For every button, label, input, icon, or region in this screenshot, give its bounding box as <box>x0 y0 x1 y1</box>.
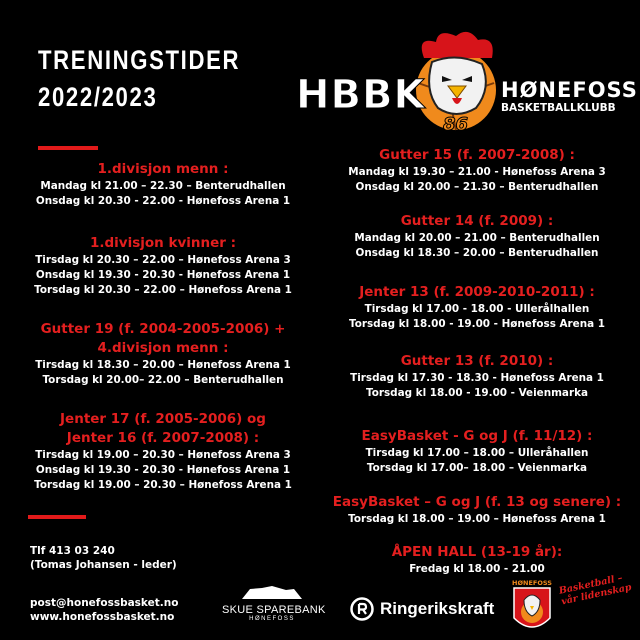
block-heading: EasyBasket - G og J (f. 11/12) : <box>361 428 593 444</box>
schedule-block <box>14 410 312 493</box>
schedule-block <box>318 283 636 332</box>
schedule-line: Torsdag kl 17.00– 18.00 – Veienmarka <box>366 462 588 474</box>
schedule-line: Mandag kl 20.00 – 21.00 – Benterudhallen <box>354 232 600 244</box>
schedule-line: Tirsdag kl 17.00 – 18.00 – Ulleråhallen <box>365 447 589 459</box>
schedule-line: Mandag kl 21.00 – 22.30 – Benterudhallen <box>40 180 286 192</box>
title-line-1: TRENINGSTIDER <box>38 45 241 75</box>
block-heading: 1.divisjon menn : <box>97 161 229 177</box>
sponsor-ringerikskraft <box>350 597 494 621</box>
title-line-2: 2022/2023 <box>38 82 158 112</box>
contact-person: (Tomas Johansen - leder) <box>30 559 177 571</box>
logo-abbr: HBBK <box>296 72 426 118</box>
schedule-line: Tirsdag kl 18.30 – 20.00 – Hønefoss Arena 1 <box>35 359 291 371</box>
skue-city: HØNEFOSS <box>249 616 295 622</box>
contact-email: post@honefossbasket.no <box>30 597 179 609</box>
block-heading: 1.divisjon kvinner : <box>89 235 237 251</box>
schedule-line: Onsdag kl 20.30 - 22.00 - Hønefoss Arena 1 <box>35 195 291 207</box>
schedule-line: Onsdag kl 19.30 - 20.30 - Hønefoss Arena 1 <box>35 269 291 281</box>
schedule-line: Tirsdag kl 20.30 – 22.00 – Hønefoss Arena 3 <box>35 254 291 266</box>
schedule-line: Tirsdag kl 17.30 - 18.30 - Hønefoss Arena 1 <box>350 372 604 384</box>
schedule-block <box>14 160 312 209</box>
block-heading: 4.divisjon menn : <box>97 340 229 356</box>
block-heading: Gutter 19 (f. 2004-2005-2006) + <box>40 321 286 337</box>
schedule-block <box>318 212 636 261</box>
contact-phone-block <box>30 544 177 572</box>
schedule-line: Torsdag kl 18.00 - 19.00 - Veienmarka <box>366 387 588 399</box>
schedule-line: Fredag kl 18.00 - 21.00 <box>409 563 545 575</box>
skue-name: SKUE SPAREBANK <box>222 604 326 616</box>
sponsor-skue-sparebank <box>222 584 326 622</box>
block-heading: Jenter 17 (f. 2005-2006) og <box>60 411 266 427</box>
logo-club-name: HØNEFOSS <box>501 78 638 102</box>
schedule-line: Onsdag kl 19.30 - 20.30 - Hønefoss Arena 1 <box>35 464 291 476</box>
schedule-block <box>318 543 636 577</box>
contact-website: www.honefossbasket.no <box>30 611 175 623</box>
schedule-line: Onsdag kl 18.30 – 20.00 – Benterudhallen <box>355 247 599 259</box>
club-logo <box>296 28 638 138</box>
schedule-block <box>318 493 636 527</box>
badge-top-text: HØNEFOSS <box>512 579 552 587</box>
badge-slogan: Basketball – vår lidenskap <box>558 572 633 608</box>
title-divider <box>38 146 98 150</box>
ringerikskraft-logo-icon <box>350 597 374 621</box>
club-badge <box>510 578 554 636</box>
schedule-line: Tirsdag kl 17.00 - 18.00 - Ullerålhallen <box>364 303 590 315</box>
schedule-line: Torsdag kl 18.00 - 19.00 - Hønefoss Arena 1 <box>349 318 605 330</box>
logo-club-sub: BASKETBALLKLUBB <box>501 102 616 114</box>
contact-phone: Tlf 413 03 240 <box>30 545 115 557</box>
schedule-block <box>318 427 636 476</box>
block-heading: ÅPEN HALL (13-19 år): <box>391 544 563 560</box>
schedule-block <box>14 320 312 388</box>
logo-jersey-number: 86 <box>443 114 469 135</box>
schedule-line: Onsdag kl 20.00 – 21.30 – Benterudhallen <box>355 181 599 193</box>
schedule-block <box>318 146 636 195</box>
schedule-line: Torsdag kl 18.00 – 19.00 – Hønefoss Arena 1 <box>348 513 606 525</box>
ringerikskraft-name: Ringerikskraft <box>380 599 495 618</box>
contact-divider <box>28 515 86 519</box>
schedule-block <box>14 234 312 298</box>
block-heading: Jenter 13 (f. 2009-2010-2011) : <box>359 284 595 300</box>
schedule-line: Tirsdag kl 19.00 – 20.30 – Hønefoss Arena 3 <box>35 449 291 461</box>
block-heading: Gutter 13 (f. 2010) : <box>400 353 554 369</box>
skue-mountain-icon <box>240 584 304 600</box>
schedule-line: Torsdag kl 20.00– 22.00 – Benterudhallen <box>42 374 284 386</box>
poster-title <box>38 42 240 116</box>
block-heading: Gutter 14 (f. 2009) : <box>400 213 554 229</box>
block-heading: Gutter 15 (f. 2007-2008) : <box>379 147 575 163</box>
schedule-line: Torsdag kl 20.30 – 22.00 – Hønefoss Arena 1 <box>34 284 292 296</box>
schedule-line: Torsdag kl 19.00 – 20.30 – Hønefoss Arena 1 <box>34 479 292 491</box>
schedule-block <box>318 352 636 401</box>
contact-web-block <box>30 596 178 624</box>
block-heading: Jenter 16 (f. 2007-2008) : <box>66 430 260 446</box>
block-heading: EasyBasket – G og J (f. 13 og senere) : <box>332 494 622 510</box>
schedule-line: Mandag kl 19.30 – 21.00 - Hønefoss Arena 3 <box>348 166 606 178</box>
